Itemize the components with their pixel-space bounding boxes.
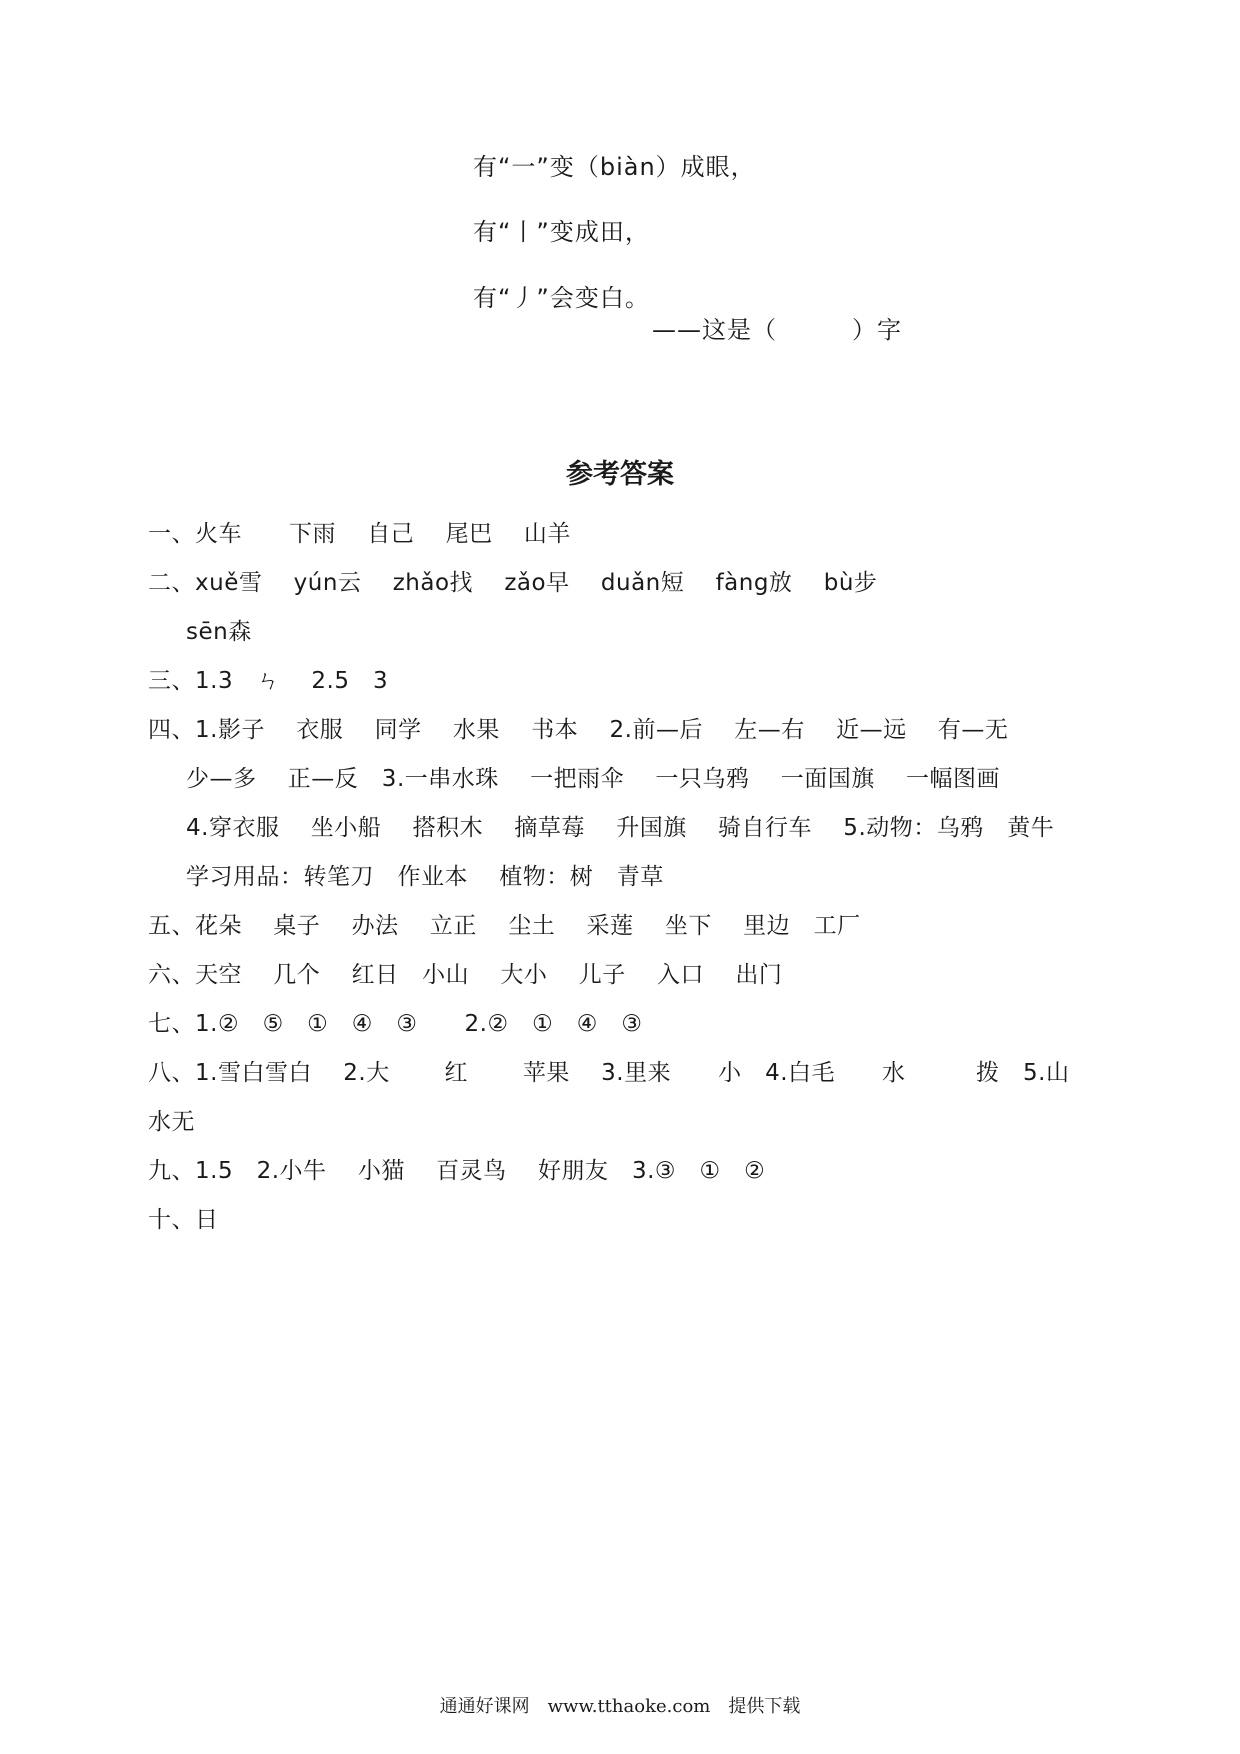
answer-line-4-cont-3: 学习用品：转笔刀 作业本 植物：树 青草 [186,864,664,890]
riddle-line-3: 有“丿”会变白。 [473,284,650,312]
answer-line-4-cont-2: 4.穿衣服 坐小船 搭积木 摘草莓 升国旗 骑自行车 5.动物：乌鸦 黄牛 [186,815,1055,841]
answer-line-9: 九、1.5 2.小牛 小猫 百灵鸟 好朋友 3.③ ① ② [148,1158,766,1184]
answer-line-6: 六、天空 几个 红日 小山 大小 儿子 入口 出门 [148,962,783,988]
footer-source-text: 通通好课网 www.tthaoke.com 提供下载 [439,1696,801,1717]
riddle-line-1: 有“一”变（biàn）成眼， [473,153,756,181]
answer-line-8: 八、1.雪白雪白 2.大 红 苹果 3.里来 小 4.白毛 水 拨 5.山 [148,1060,1070,1086]
answer-line-10: 十、日 [148,1207,219,1233]
riddle-line-2: 有“丨”变成田， [473,218,650,246]
answer-line-3: 三、1.3 ㄣ 2.5 3 [148,668,389,694]
answer-line-4: 四、1.影子 衣服 同学 水果 书本 2.前—后 左—右 近—远 有—无 [148,717,1009,743]
answer-key-title: 参考答案 [566,459,674,490]
answer-line-2: 二、xuě雪 yún云 zhǎo找 zǎo早 duǎn短 fàng放 bù步 [148,570,878,596]
answer-line-4-cont-1: 少—多 正—反 3.一串水珠 一把雨伞 一只乌鸦 一面国旗 一幅图画 [186,766,1000,792]
riddle-answer-prompt: ——这是（ ）字 [652,316,902,344]
answer-line-5: 五、花朵 桌子 办法 立正 尘土 采莲 坐下 里边 工厂 [148,913,861,939]
answer-line-8-cont: 水无 [148,1109,195,1135]
answer-line-2-cont: sēn森 [186,619,252,645]
answer-line-7: 七、1.② ⑤ ① ④ ③ 2.② ① ④ ③ [148,1011,643,1037]
answer-line-1: 一、火车 下雨 自己 尾巴 山羊 [148,521,571,547]
